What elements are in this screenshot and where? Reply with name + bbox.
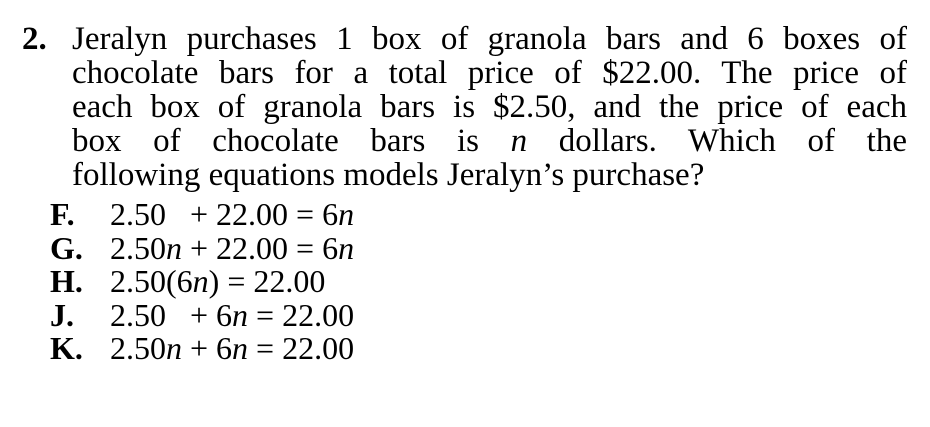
choice-letter: K. xyxy=(50,330,83,366)
question-number: 2. xyxy=(22,21,47,57)
choice-text: 2.50(6n) = 22.00 xyxy=(110,263,326,299)
choice-f[interactable] xyxy=(50,198,354,232)
choice-text: 2.50n + 22.00 = 6n xyxy=(110,229,355,266)
stem-line: box of chocolate bars is n dollars. Which of the xyxy=(72,123,907,159)
choice-g[interactable] xyxy=(50,229,355,266)
answer-choices xyxy=(50,198,354,366)
choice-letter: H. xyxy=(50,263,83,299)
choice-k[interactable] xyxy=(50,332,354,366)
choice-text: 2.50 + 22.00 = 6n xyxy=(110,196,355,232)
question-stem xyxy=(72,22,907,192)
choice-letter: G. xyxy=(50,229,83,266)
choice-text: 2.50n + 6n = 22.00 xyxy=(110,330,355,366)
stem-line: chocolate bars for a total price of $22.00. The price of xyxy=(72,55,907,91)
stem-line: Jeralyn purchases 1 box of granola bars and 6 boxes of xyxy=(72,21,907,57)
choice-j[interactable] xyxy=(50,296,355,333)
choice-letter: J. xyxy=(50,296,74,333)
choice-h[interactable] xyxy=(50,265,354,299)
choice-letter: F. xyxy=(50,196,75,232)
choice-text: 2.50 + 6n = 22.00 xyxy=(110,296,355,333)
stem-line: following equations models Jeralyn’s purchase? xyxy=(72,157,705,193)
stem-line: each box of granola bars is $2.50, and the price of each xyxy=(72,89,907,125)
